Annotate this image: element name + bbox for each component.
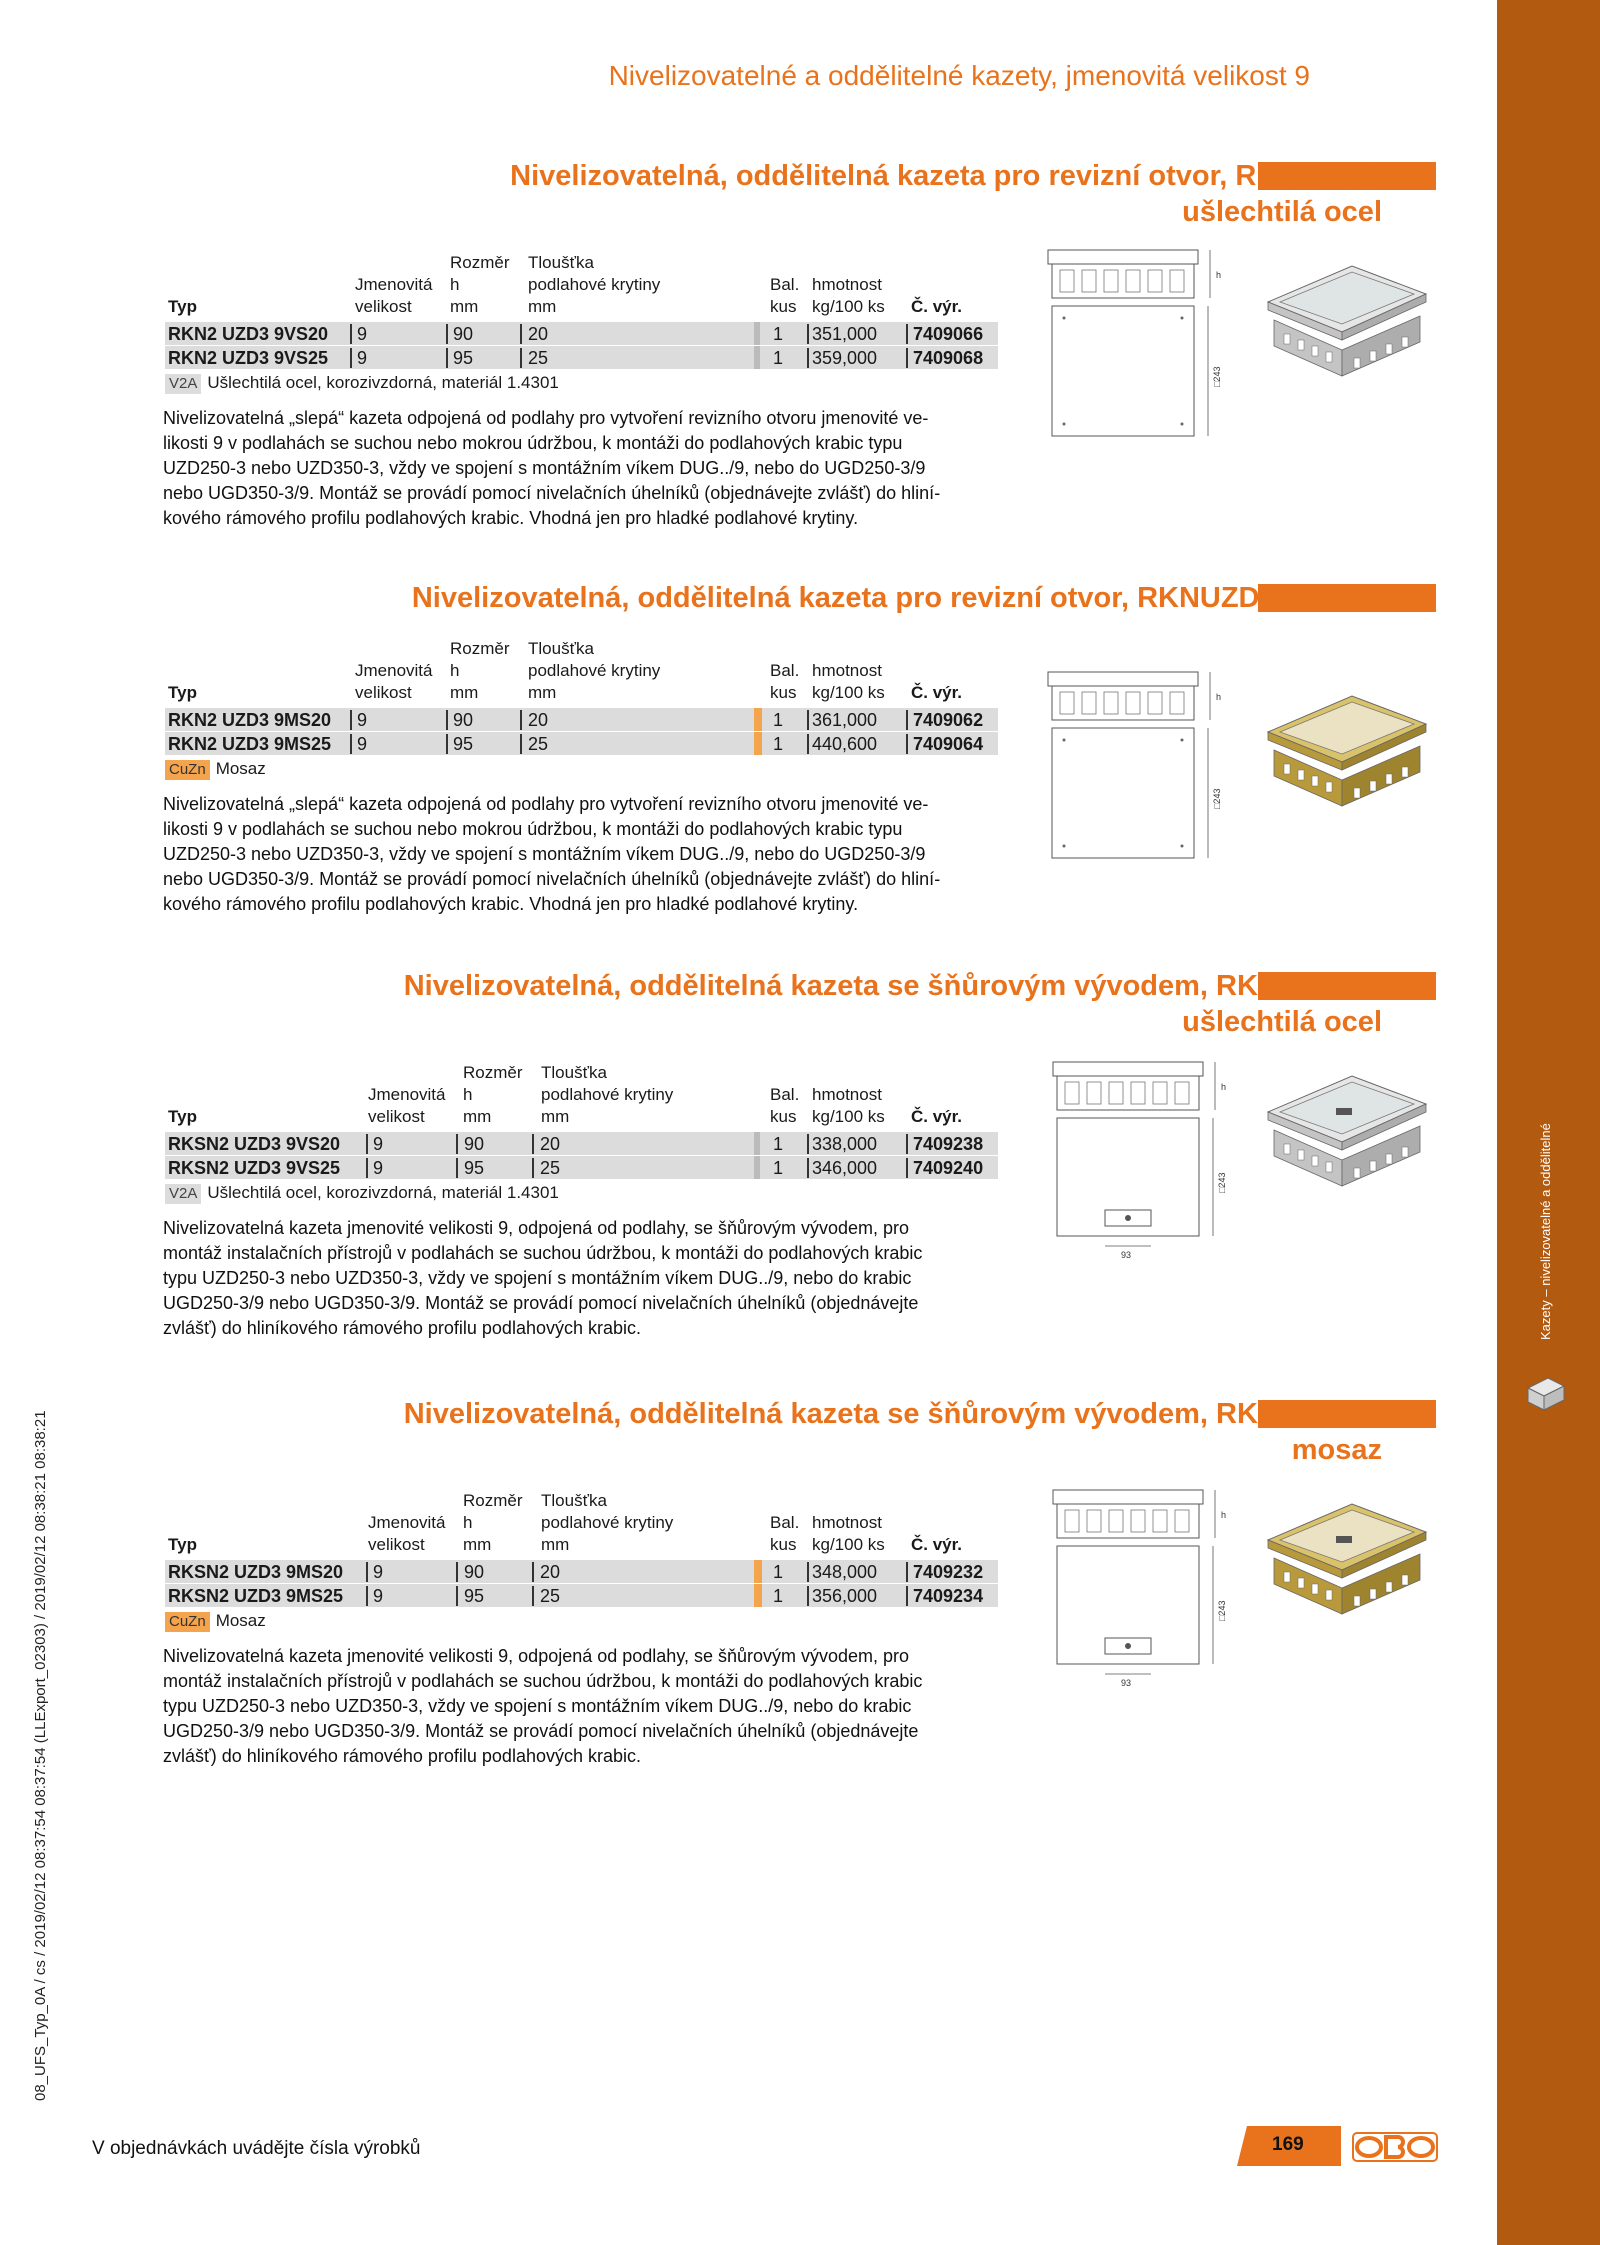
product-description [163, 406, 1003, 531]
column-separator [906, 734, 908, 754]
cell-weight: 361,000 [812, 710, 878, 730]
technical-drawing [1045, 1060, 1250, 1270]
column-separator [456, 1134, 458, 1154]
pack-marker [754, 708, 762, 731]
description-line: typu UZD250-3 nebo UZD350-3, vždy ve spojení s montážním víkem DUG../9, nebo do krabic [163, 1268, 912, 1288]
cell-pack: 1 [773, 324, 784, 344]
description-line: nebo UGD350-3/9. Montáž se provádí pomocí nivelačních úhelníků (objednávejte zvlášť) do hliní- [163, 483, 941, 503]
section-title-line2: mosaz [1291, 1434, 1382, 1466]
cell-nominal-size: 9 [357, 734, 368, 754]
pack-marker [754, 1560, 762, 1583]
description-line: zvlášť) do hliníkového rámového profilu podlahových krabic. [163, 1746, 642, 1766]
column-separator [520, 734, 522, 754]
cell-article-no: 7409234 [913, 1586, 984, 1606]
description-line: Nivelizovatelná „slepá“ kazeta odpojená od podlahy pro vytvoření revizního otvoru jmenovité ve- [163, 408, 929, 428]
table-row [0, 708, 1000, 732]
header-dimension-mm: mm [450, 683, 479, 702]
description-line: nebo UGD350-3/9. Montáž se provádí pomocí nivelačních úhelníků (objednávejte zvlášť) do hliní- [163, 869, 941, 889]
header-thickness: Tloušťka [541, 1063, 607, 1082]
description-line: UZD250-3 nebo UZD350-3, vždy ve spojení s montážním víkem DUG../9, nebo do UGD250-3/9 [163, 844, 926, 864]
material-line [165, 758, 266, 780]
pack-marker [754, 346, 760, 369]
cell-nominal-size: 9 [373, 1158, 384, 1178]
header-dimension: Rozměr [450, 639, 510, 658]
cell-dimension-h: 90 [464, 1562, 485, 1582]
column-separator [520, 348, 522, 368]
header-pack: Bal. [770, 661, 800, 680]
dim-side-label: □243 [1212, 366, 1222, 387]
description-line: montáž instalačních přístrojů v podlahách se suchou údržbou, k montáži do podlahových krabic [163, 1671, 923, 1691]
header-dimension-h: h [450, 275, 460, 294]
technical-drawing [1040, 248, 1245, 463]
header-dimension-mm: mm [450, 297, 479, 316]
column-separator [446, 324, 448, 344]
cell-type: RKSN2 UZD3 9VS25 [168, 1158, 341, 1178]
description-line: Nivelizovatelná kazeta jmenovité velikosti 9, odpojená od podlahy, se šňůrovým vývodem, pro [163, 1218, 910, 1238]
column-separator [807, 710, 809, 730]
header-thickness-2: podlahové krytiny [541, 1085, 674, 1104]
cell-nominal-size: 9 [357, 348, 368, 368]
column-separator [350, 734, 352, 754]
section-title: Nivelizovatelná, oddělitelná kazeta se šňůrovým vývodem, RKSNUZD3, [403, 970, 1382, 1002]
material-text: Mosaz [215, 759, 266, 778]
cell-type: RKSN2 UZD3 9MS25 [168, 1586, 344, 1606]
cell-dimension-h: 95 [453, 734, 474, 754]
header-nominal-size-2: velikost [368, 1107, 425, 1126]
header-dimension-h: h [450, 661, 460, 680]
column-separator [532, 1586, 534, 1606]
section-title: Nivelizovatelná, oddělitelná kazeta se šňůrovým vývodem, RKSNUZD3, [403, 1398, 1382, 1430]
cell-type: RKSN2 UZD3 9MS20 [168, 1562, 344, 1582]
description-line: Nivelizovatelná „slepá“ kazeta odpojená od podlahy pro vytvoření revizního otvoru jmenovité ve- [163, 794, 929, 814]
column-separator [906, 324, 908, 344]
table-row [0, 1132, 1000, 1156]
description-line: zvlášť) do hliníkového rámového profilu podlahových krabic. [163, 1318, 642, 1338]
cell-thickness: 25 [540, 1158, 561, 1178]
cell-nominal-size: 9 [373, 1562, 384, 1582]
column-separator [532, 1158, 534, 1178]
cell-weight: 440,600 [812, 734, 878, 754]
column-separator [520, 324, 522, 344]
header-dimension-h: h [463, 1513, 473, 1532]
description-line: likosti 9 v podlahách se suchou nebo mokrou údržbou, k montáži do podlahových krabic typu [163, 433, 903, 453]
header-thickness-2: podlahové krytiny [541, 1513, 674, 1532]
cell-pack: 1 [773, 1562, 784, 1582]
column-separator [807, 734, 809, 754]
description-line: Nivelizovatelná kazeta jmenovité velikosti 9, odpojená od podlahy, se šňůrovým vývodem, pro [163, 1646, 910, 1666]
cell-thickness: 25 [528, 734, 549, 754]
column-separator [906, 1586, 908, 1606]
header-pack: Bal. [770, 1513, 800, 1532]
cell-thickness: 25 [528, 348, 549, 368]
dim-h-label: h [1216, 692, 1222, 702]
product-description [163, 1644, 1003, 1769]
cell-article-no: 7409240 [913, 1158, 984, 1178]
column-separator [906, 348, 908, 368]
column-separator [807, 1586, 809, 1606]
cell-dimension-h: 90 [464, 1134, 485, 1154]
description-line: UGD250-3/9 nebo UGD350-3/9. Montáž se provádí pomocí nivelačních úhelníků (objednávejte [163, 1293, 919, 1313]
product-photo [1262, 1498, 1432, 1618]
header-nominal-size-2: velikost [368, 1535, 425, 1554]
cell-article-no: 7409064 [913, 734, 984, 754]
material-line [165, 1610, 266, 1632]
header-thickness-mm: mm [541, 1107, 570, 1126]
header-thickness: Tloušťka [528, 639, 594, 658]
column-separator [350, 348, 352, 368]
column-separator [446, 348, 448, 368]
header-thickness-mm: mm [528, 297, 557, 316]
cell-nominal-size: 9 [373, 1586, 384, 1606]
material-line [165, 1182, 559, 1204]
cell-article-no: 7409066 [913, 324, 984, 344]
cell-article-no: 7409238 [913, 1134, 984, 1154]
header-dimension-h: h [463, 1085, 473, 1104]
material-line [165, 372, 559, 394]
cell-nominal-size: 9 [357, 324, 368, 344]
product-photo [1262, 690, 1432, 810]
header-thickness: Tloušťka [541, 1491, 607, 1510]
column-separator [350, 710, 352, 730]
page-number: 169 [1272, 2134, 1304, 2155]
table-row [0, 346, 1000, 370]
cell-article-no: 7409232 [913, 1562, 984, 1582]
cell-dimension-h: 95 [453, 348, 474, 368]
cell-thickness: 20 [540, 1134, 561, 1154]
column-separator [456, 1158, 458, 1178]
column-separator [456, 1562, 458, 1582]
header-weight: hmotnost [812, 275, 882, 294]
column-separator [366, 1158, 368, 1178]
cell-dimension-h: 90 [453, 324, 474, 344]
description-line: UGD250-3/9 nebo UGD350-3/9. Montáž se provádí pomocí nivelačních úhelníků (objednávejte [163, 1721, 919, 1741]
header-nominal-size: Jmenovitá [368, 1513, 446, 1532]
cell-type: RKN2 UZD3 9MS25 [168, 734, 332, 754]
dim-h-label: h [1221, 1082, 1227, 1092]
section-title: Nivelizovatelná, oddělitelná kazeta pro revizní otvor, RKNUZD3, mosaz [411, 582, 1382, 614]
cell-weight: 346,000 [812, 1158, 878, 1178]
page-title: Nivelizovatelné a oddělitelné kazety, jmenovitá velikost 9 [608, 60, 1310, 91]
pack-marker [754, 1584, 762, 1607]
cell-pack: 1 [773, 1134, 784, 1154]
cell-article-no: 7409062 [913, 710, 984, 730]
product-description [163, 1216, 1003, 1341]
column-separator [366, 1134, 368, 1154]
pack-marker [754, 322, 760, 345]
section-title-line2: ušlechtilá ocel [1182, 196, 1382, 228]
header-article-no: Č. výr. [911, 683, 963, 702]
header-article-no: Č. výr. [911, 297, 963, 316]
cell-weight: 356,000 [812, 1586, 878, 1606]
cell-type: RKSN2 UZD3 9VS20 [168, 1134, 341, 1154]
product-description [163, 792, 1003, 917]
header-article-no: Č. výr. [911, 1107, 963, 1126]
header-weight: hmotnost [812, 1085, 882, 1104]
header-thickness: Tloušťka [528, 253, 594, 272]
cell-dimension-h: 95 [464, 1158, 485, 1178]
column-separator [906, 1134, 908, 1154]
table-row [0, 1560, 1000, 1584]
header-pack-unit: kus [770, 1107, 797, 1126]
header-dimension-mm: mm [463, 1535, 492, 1554]
obo-logo [1352, 2129, 1438, 2165]
dim-side-label: □243 [1217, 1600, 1227, 1621]
header-nominal-size: Jmenovitá [355, 661, 433, 680]
column-separator [532, 1134, 534, 1154]
material-badge: CuZn [165, 760, 210, 780]
description-line: kového rámového profilu podlahových krabic. Vhodná jen pro hladké podlahové krytiny. [163, 508, 859, 528]
pack-marker [754, 732, 762, 755]
column-separator [532, 1562, 534, 1582]
column-separator [520, 710, 522, 730]
dim-h-label: h [1221, 1510, 1227, 1520]
header-weight: hmotnost [812, 1513, 882, 1532]
header-nominal-size-2: velikost [355, 297, 412, 316]
column-separator [807, 1562, 809, 1582]
header-pack-unit: kus [770, 297, 797, 316]
dim-h-label: h [1216, 270, 1222, 280]
column-separator [366, 1562, 368, 1582]
dim-side-label: □243 [1212, 788, 1222, 809]
cell-thickness: 20 [528, 710, 549, 730]
cell-nominal-size: 9 [373, 1134, 384, 1154]
dim-side-label: □243 [1217, 1172, 1227, 1193]
technical-drawing [1045, 1488, 1250, 1698]
header-dimension-mm: mm [463, 1107, 492, 1126]
header-thickness-mm: mm [528, 683, 557, 702]
product-photo [1262, 1070, 1432, 1190]
pack-marker [754, 1132, 760, 1155]
column-separator [906, 1158, 908, 1178]
description-line: montáž instalačních přístrojů v podlahách se suchou údržbou, k montáži do podlahových krabic [163, 1243, 923, 1263]
header-typ: Typ [168, 1107, 197, 1126]
cell-weight: 348,000 [812, 1562, 878, 1582]
table-row [0, 1156, 1000, 1180]
table-row [0, 1584, 1000, 1608]
header-dimension: Rozměr [463, 1063, 523, 1082]
cell-pack: 1 [773, 1158, 784, 1178]
material-text: Mosaz [215, 1611, 266, 1630]
column-separator [807, 324, 809, 344]
cell-pack: 1 [773, 348, 784, 368]
column-separator [456, 1586, 458, 1606]
description-line: typu UZD250-3 nebo UZD350-3, vždy ve spojení s montážním víkem DUG../9, nebo do krabic [163, 1696, 912, 1716]
column-separator [446, 710, 448, 730]
footer-note: V objednávkách uvádějte čísla výrobků [92, 2138, 421, 2159]
column-separator [446, 734, 448, 754]
column-separator [807, 348, 809, 368]
cell-dimension-h: 90 [453, 710, 474, 730]
header-pack: Bal. [770, 275, 800, 294]
cell-weight: 359,000 [812, 348, 878, 368]
product-photo [1262, 260, 1432, 380]
technical-drawing [1040, 670, 1245, 885]
cell-pack: 1 [773, 1586, 784, 1606]
column-separator [350, 324, 352, 344]
column-separator [807, 1158, 809, 1178]
cell-type: RKN2 UZD3 9VS25 [168, 348, 329, 368]
side-chapter-label: Kazety – nivelizovatelné a oddělitelné [1538, 1123, 1553, 1340]
header-typ: Typ [168, 683, 197, 702]
dim-bottom-label: 93 [1121, 1678, 1132, 1688]
header-weight-unit: kg/100 ks [812, 1107, 885, 1126]
description-line: likosti 9 v podlahách se suchou nebo mokrou údržbou, k montáži do podlahových krabic typu [163, 819, 903, 839]
header-nominal-size-2: velikost [355, 683, 412, 702]
box-thumbnail-icon [1522, 1370, 1570, 1418]
column-separator [906, 710, 908, 730]
description-line: kového rámového profilu podlahových krabic. Vhodná jen pro hladké podlahové krytiny. [163, 894, 859, 914]
cell-thickness: 20 [540, 1562, 561, 1582]
table-row [0, 322, 1000, 346]
header-dimension: Rozměr [463, 1491, 523, 1510]
cell-dimension-h: 95 [464, 1586, 485, 1606]
header-dimension: Rozměr [450, 253, 510, 272]
material-text: Ušlechtilá ocel, korozivzdorná, materiál 1.4301 [207, 1183, 559, 1202]
material-badge: V2A [165, 374, 201, 394]
header-weight-unit: kg/100 ks [812, 683, 885, 702]
export-metadata: 08_UFS_Typ_0A / cs / 2019/02/12 08:37:54 08:37:54 (LLExport_02303) / 2019/02/12 08:38:21 08:38:21 [32, 1410, 49, 2101]
material-badge: CuZn [165, 1612, 210, 1632]
material-badge: V2A [165, 1184, 201, 1204]
header-weight-unit: kg/100 ks [812, 297, 885, 316]
header-thickness-2: podlahové krytiny [528, 661, 661, 680]
dim-bottom-label: 93 [1121, 1250, 1132, 1260]
header-weight: hmotnost [812, 661, 882, 680]
cell-nominal-size: 9 [357, 710, 368, 730]
header-thickness-2: podlahové krytiny [528, 275, 661, 294]
cell-pack: 1 [773, 710, 784, 730]
pack-marker [754, 1156, 760, 1179]
cell-thickness: 20 [528, 324, 549, 344]
table-row [0, 732, 1000, 756]
header-pack: Bal. [770, 1085, 800, 1104]
header-typ: Typ [168, 1535, 197, 1554]
section-title-line2: ušlechtilá ocel [1182, 1006, 1382, 1038]
header-pack-unit: kus [770, 683, 797, 702]
header-thickness-mm: mm [541, 1535, 570, 1554]
header-article-no: Č. výr. [911, 1535, 963, 1554]
column-separator [366, 1586, 368, 1606]
cell-type: RKN2 UZD3 9VS20 [168, 324, 329, 344]
column-separator [807, 1134, 809, 1154]
header-pack-unit: kus [770, 1535, 797, 1554]
column-separator [906, 1562, 908, 1582]
cell-thickness: 25 [540, 1586, 561, 1606]
header-typ: Typ [168, 297, 197, 316]
header-weight-unit: kg/100 ks [812, 1535, 885, 1554]
cell-weight: 338,000 [812, 1134, 878, 1154]
cell-weight: 351,000 [812, 324, 878, 344]
cell-article-no: 7409068 [913, 348, 984, 368]
description-line: UZD250-3 nebo UZD350-3, vždy ve spojení s montážním víkem DUG../9, nebo do UGD250-3/9 [163, 458, 926, 478]
header-nominal-size: Jmenovitá [355, 275, 433, 294]
cell-pack: 1 [773, 734, 784, 754]
header-nominal-size: Jmenovitá [368, 1085, 446, 1104]
material-text: Ušlechtilá ocel, korozivzdorná, materiál 1.4301 [207, 373, 559, 392]
section-title: Nivelizovatelná, oddělitelná kazeta pro revizní otvor, RKNUZD3, [510, 160, 1382, 192]
cell-type: RKN2 UZD3 9MS20 [168, 710, 332, 730]
